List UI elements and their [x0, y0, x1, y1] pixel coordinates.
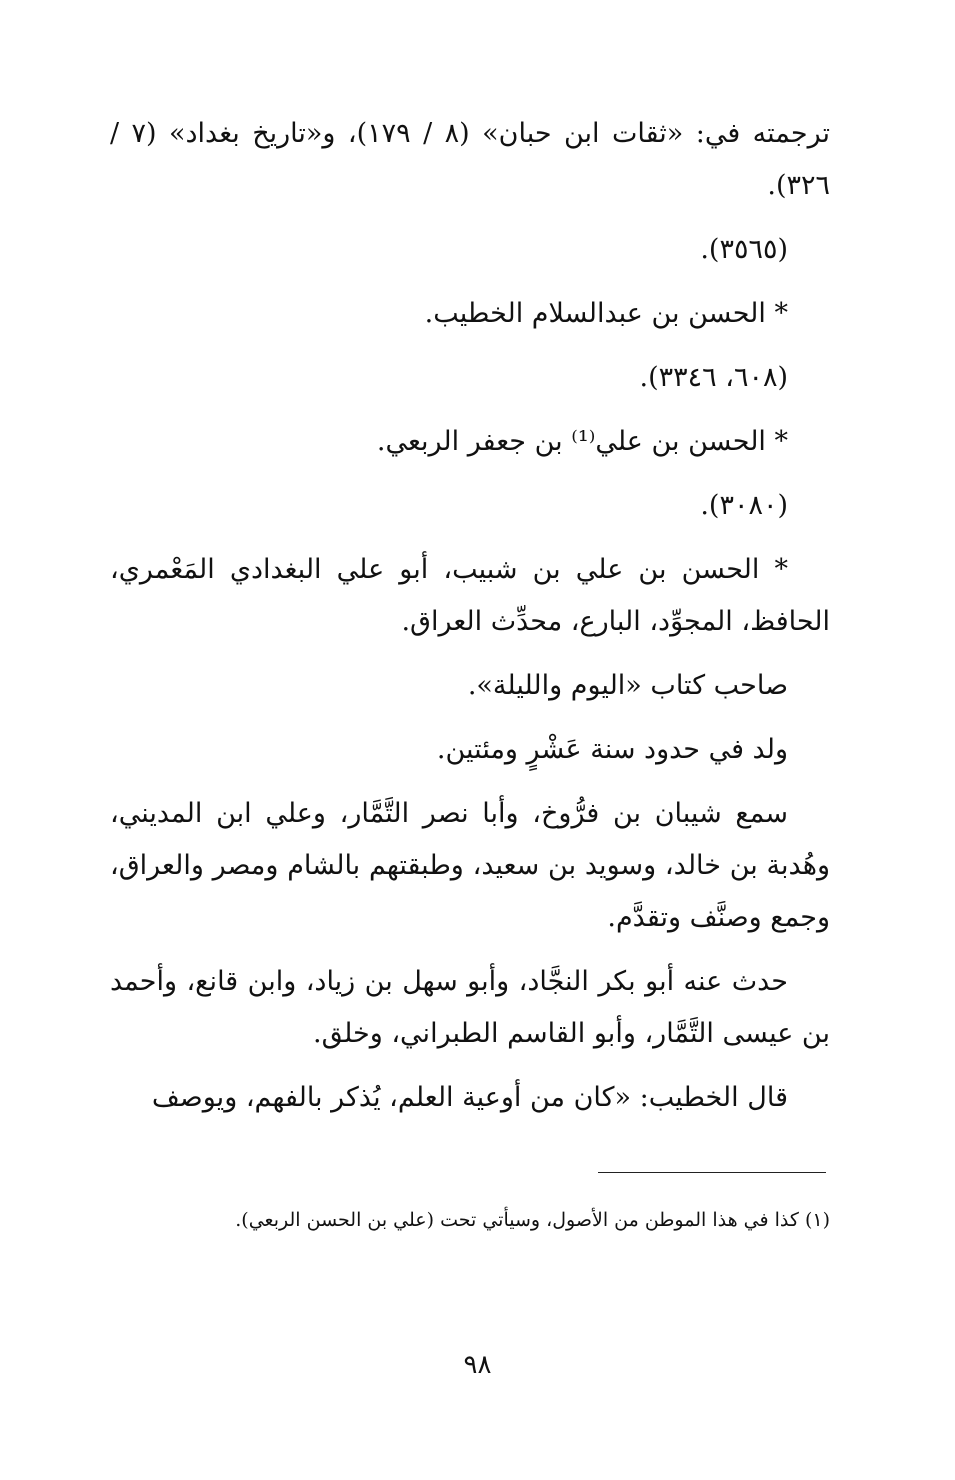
page-number: ٩٨	[463, 1350, 492, 1380]
paragraph-body: قال الخطيب: «كان من أوعية العلم، يُذكر بالفهم، ويوصف	[151, 1082, 788, 1113]
footnote: (١) كذا في هذا الموطن من الأصول، وسيأتي تحت (علي بن الحسن الربعي).	[235, 1209, 830, 1231]
paragraph-reference-number: (٣٥٦٥).	[700, 234, 788, 265]
paragraph-reference-number: (٣٠٨٠).	[700, 490, 788, 521]
footnote-divider	[598, 1172, 826, 1173]
paragraph-body: ولد في حدود سنة عَشْرٍ ومئتين.	[436, 734, 788, 765]
paragraph-entry-heading: * الحسن بن علي بن شبيب، أبو علي البغدادي المَعْمري، الحافظ، المجوِّد، البارع، محدِّث العراق.	[110, 554, 830, 637]
paragraph-entry-heading: * الحسن بن عبدالسلام الخطيب.	[424, 298, 788, 329]
paragraph-body: حدث عنه أبو بكر النجَّاد، وأبو سهل بن زياد، وابن قانع، وأحمد بن عيسى التَّمَّار، وأبو القاسم الطبراني، وخلق.	[110, 966, 830, 1049]
paragraph-body: صاحب كتاب «اليوم والليلة».	[467, 670, 788, 701]
paragraph-body: سمع شيبان بن فرُّوخ، وأبا نصر التَّمَّار، وعلي ابن المديني، وهُدبة بن خالد، وسويد بن سعيد، وطبقتهم بالشام ومصر والعراق، وجمع وصنَّف وتقدَّم.	[110, 798, 830, 933]
main-text	[110, 108, 830, 1136]
footnotes	[110, 1200, 830, 1240]
paragraph-reference-number: (٦٠٨، ٣٣٤٦).	[639, 362, 788, 393]
paragraph-source-reference: ترجمته في: «ثقات ابن حبان» (٨ / ١٧٩)، و«تاريخ بغداد» (٧ / ٣٢٦).	[110, 118, 830, 201]
paragraph-entry-heading: * الحسن بن علي⁽¹⁾ بن جعفر الربعي.	[376, 426, 788, 457]
